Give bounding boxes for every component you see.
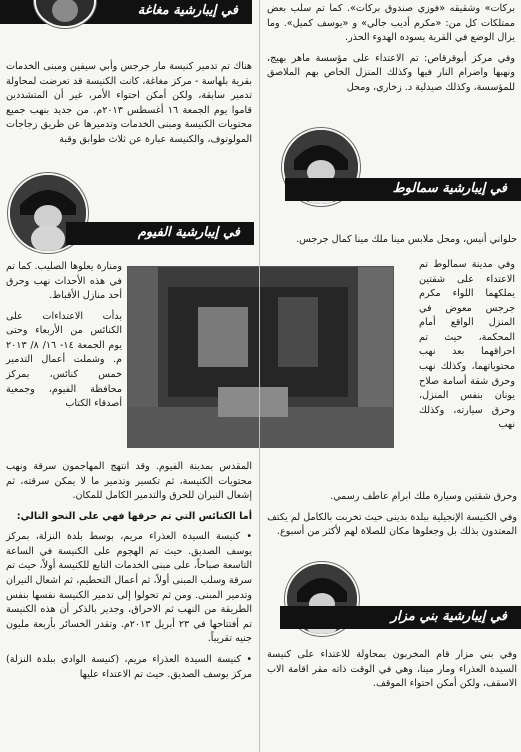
samalut-lead [267, 233, 517, 251]
fayoum-side-paragraph-1: ومنارة يعلوها الصليب. كما تم في هذه الأحداث نهب وحرق أحد منازل الأقباط. [6, 261, 122, 302]
fayoum-continuation: المقدس بمدينة الفيوم. وقد انتهج المهاجمون سرقة ونهب محتويات الكنيسة، ثم تكسير وتدمير ما لا يمكن سرقته، ثم إشعال النيران للحرق والتدمير الكامل للمكان. [6, 461, 252, 502]
maghagha-paragraph: هناك تم تدمير كنيسة مار جرجس وأبي سيفين ومبنى الخدمات بقرية بلهاسة - مركز مغاغة، كانت الكنيسة قد تعرضت لمحاولة تدمير سابقة، ولكن أمكن احتواء الأمر، غير أن المتشددين قاموا يوم الجمعة ١٦ أغسطس ٢٠١٣م. من جديد بنهب جميع محتويات الكنيسة ومبنى الخدمات وتدميرها عن طريق زجاجات المولوتوف، والكنيسة عبارة عن ثلاث طوابق وقبة [6, 61, 253, 145]
fayoum-article [6, 460, 252, 685]
right-top-article [267, 2, 515, 98]
churches-heading: أما الكنائس التي تم حرقها فهي على النحو التالي: [16, 510, 252, 522]
right-top-paragraph-1: بركات» وشقيقه «فوزي صندوق بركات». كما تم سلب بعض ممتلكات كل من: «مكرم أديب جالي» و «يوسف كميل». وما يزال الوضع في القرية يسوده الهدوء الحذر. [267, 3, 515, 44]
samalut-paragraph-3: وفي الكنيسة الإنجيلية ببلدة بدينى حيث تخربت بالكامل لم يكتف المعتدون بذلك بل وجعلوها مكان للصلاة لهم لأكثر من أسبوع. [267, 511, 517, 538]
banner-samalut-title: في إيبارشية سمالوط [392, 181, 507, 196]
fayoum-side-column [6, 260, 122, 415]
column-divider [259, 0, 260, 752]
samalut-lead-text: حلواني أنيس، ومحل ملابس مينا ملك مينا كمال جرجس. [296, 234, 517, 245]
bani-mazar-paragraph: وفي بني مزار قام المخربون بمحاولة للاعتداء على كنيسة السيدة العذراء ومار مينا، وهي في الوقت ذاته مقر اقامة الاب الاسقف، ولكن أمكن احتواء الموقف. [267, 649, 517, 690]
banner-bani-mazar-title: في إيبارشية بني مزار [390, 609, 507, 624]
fayoum-side-paragraph-2: بدأت الاعتداءات على الكنائس من الأربعاء وحتى يوم الجمعة ١٤- ١٦/ ٨/ ٢٠١٣ م. وشملت أعمال التدمير خمس كنائس، بمركز محافظة الفيوم، وجمعية أصدقاء الكتاب [6, 310, 122, 410]
banner-samalut [285, 178, 521, 201]
samalut-narrow-column [419, 258, 515, 436]
church-bullet-2: • كنيسة السيدة العذراء مريم، (كنيسة الوادي ببلدة النزلة) مركز يوسف الصديق. حيث تم الاعتداء عليها [6, 653, 252, 680]
banner-fayoum [66, 222, 254, 245]
bani-mazar-article [267, 648, 517, 695]
samalut-narrow-text: وفي مدينة سمالوط تم الاعتداء على شقتين يملكهما اللواء مكرم جرجس معوض في المنزل الواقع أمام المحكمة، حيث تم احراقهما بعد نهب محتوياتهما، وكذلك نهب وحرق شقة أسامة صلاح يونان بنفس المنزل، وحرق سيارته، وكذلك نهب [419, 259, 515, 431]
banner-fayoum-title: في إيبارشية الفيوم [137, 225, 240, 240]
church-interior-photo [127, 266, 394, 448]
samalut-tail-text: وحرق شقتين وسيارة ملك ابرام عاطف رسمي. [330, 491, 517, 502]
samalut-tail [267, 490, 517, 543]
church-bullet-1: • كنيسة السيدة العذراء مريم، بوسط بلدة النزلة، بمركز يوسف الصديق. حيث تم الهجوم على الكنيسة في الساعة التاسعة صباحاً، على مبنى الخدمات التابع للكنيسة أولاً، حيث تم سرقة وسلب المبنى أولاً، ثم أعمال التحطيم، ثم اشعال النيران وتدمير المبنى. ومن ثم تحولوا إلى تدمير الكنيسة نفسها بنفس الطريقة من النهب ثم الاحراق، وجدير بالذكر أن هذه الكنيسة تم أفتتاحها في ٢٣ أبريل ٢٠١٣م. وتقدر الخسائر بأربعة مليون جنيه تقريباً. [6, 531, 252, 645]
banner-maghagha-title: في إيبارشية مغاغة [137, 3, 238, 18]
banner-bani-mazar [280, 606, 521, 629]
maghagha-article [6, 60, 252, 150]
right-top-paragraph-2: وفي مركز أبوقرقاص: تم الاعتداء على مؤسسة ماهر بهيج، ونهبها واضرام النار فيها وكذلك المنزل الخاص بهم الملاصق للمؤسسة، وكذلك صيدلية د. زخاري، ومحل [267, 52, 515, 93]
